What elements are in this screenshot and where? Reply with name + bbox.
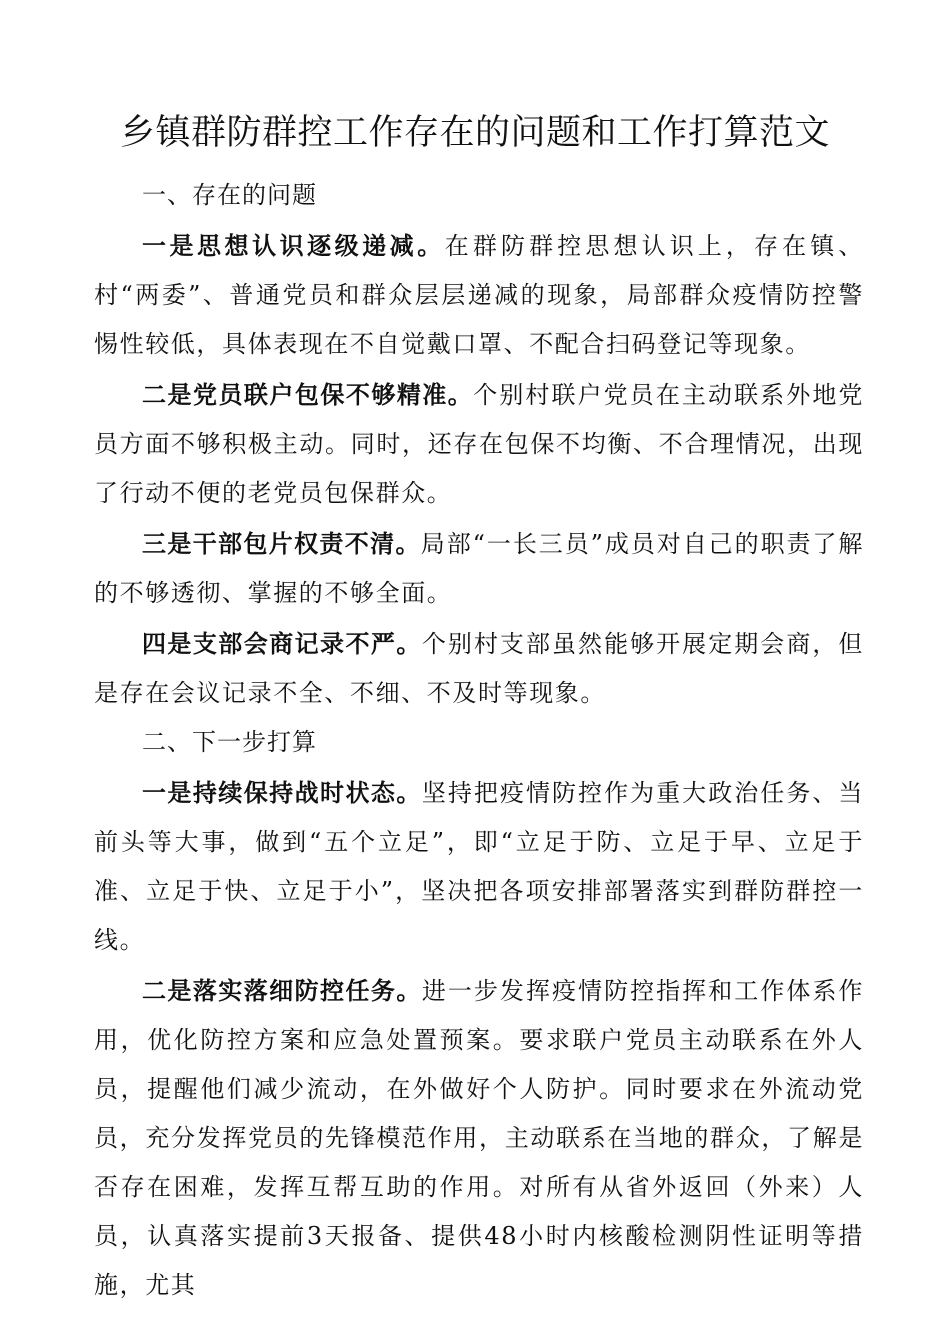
paragraph-body: 进一步发挥疫情防控指挥和工作体系作用，优化防控方案和应急处置预案。要求联户党员主动联系在外人员，提醒他们减少流动，在外做好个人防护。同时要求在外流动党员，充分发挥党员的先锋模范作用，主动联系在当地的群众，了解是否存在困难，发挥互帮互助的作用。对所有从省外返回（外来）人员，认真落实提前3天报备、提供48小时内核酸检测阴性证明等措施，尤其 — [94, 977, 865, 1299]
document-body — [94, 171, 864, 1310]
section-heading: 一、存在的问题 — [142, 181, 317, 209]
section-next-steps — [94, 718, 864, 1310]
paragraph — [94, 370, 864, 518]
paragraph-lead: 二是党员联户包保不够精准。 — [142, 380, 474, 409]
section-problems — [94, 171, 864, 718]
paragraph-body: 个别村支部虽然能够开展定期会商，但是存在会议记录不全、不细、不及时等现象。 — [94, 630, 865, 707]
section-heading: 二、下一步打算 — [142, 728, 317, 756]
paragraph-lead: 一是思想认识逐级递减。 — [142, 231, 445, 260]
paragraph-lead: 三是干部包片权责不清。 — [142, 529, 421, 558]
paragraph — [94, 519, 864, 618]
paragraph-body: 在群防群控思想认识上，存在镇、村“两委”、普通党员和群众层层递减的现象，局部群众疫情防控警惕性较低，具体表现在不自觉戴口罩、不配合扫码登记等现象。 — [94, 232, 865, 358]
document-title: 乡镇群防群控工作存在的问题和工作打算范文 — [119, 113, 830, 153]
paragraph — [94, 619, 864, 718]
paragraph-lead: 四是支部会商记录不严。 — [142, 629, 422, 658]
paragraph-body: 局部“一长三员”成员对自己的职责了解的不够透彻、掌握的不够全面。 — [94, 530, 864, 607]
paragraph-lead: 一是持续保持战时状态。 — [142, 778, 422, 807]
paragraph-body: 坚持把疫情防控作为重大政治任务、当前头等大事，做到“五个立足”，即“立足于防、立足于早、立足于准、立足于快、立足于小”，坚决把各项安排部署落实到群防群控一线。 — [94, 779, 865, 954]
paragraph — [94, 966, 864, 1310]
paragraph — [94, 221, 864, 369]
paragraph-body: 个别村联户党员在主动联系外地党员方面不够积极主动。同时，还存在包保不均衡、不合理情况，出现了行动不便的老党员包保群众。 — [94, 381, 865, 507]
paragraph-lead: 二是落实落细防控任务。 — [142, 976, 422, 1005]
paragraph — [94, 768, 864, 965]
